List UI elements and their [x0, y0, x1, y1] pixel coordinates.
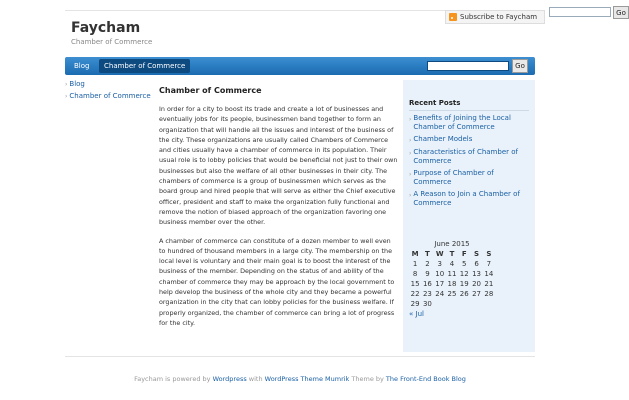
page [65, 0, 626, 400]
calendar-day: 11 [447, 270, 457, 278]
subscribe-label: Subscribe to Faycham [460, 13, 538, 21]
calendar-day: 28 [484, 290, 494, 298]
calendar-day: 16 [422, 280, 432, 288]
calendar-day: 25 [447, 290, 457, 298]
calendar-day-header: F [461, 250, 467, 258]
footer-text: with [246, 375, 265, 383]
bullet-arrow-icon: › [409, 192, 412, 199]
calendar-caption: June 2015 [434, 240, 470, 248]
footer-text: Theme by [349, 375, 386, 383]
left-sidebar [65, 80, 155, 104]
calendar-day-header: W [435, 250, 444, 258]
recent-posts-title: Recent Posts [409, 99, 461, 107]
content-paragraph: In order for a city to boost its trade and create a lot of businesses and eventually jobs for its people, businessmen band together to form an organization that will handle all the issues and interest of the business of the city. These organizations are usually called Chambers of Commerce and cities usually have a chamber of commerce in its population. Their usual role is to lobby policies that would be beneficial not just to their own businesses but also the welfare of all other businesses in their city. The chambers of commerce is a group of businessmen which serves as the board group and hired people that will serve as either the Chief executive officer, president and staff to make the organization fully functional and remove the notion of biased approach of the organization favoring one business member over the other. [159, 105, 398, 227]
calendar-day: 13 [472, 270, 481, 278]
main-content [159, 86, 399, 336]
calendar-day: 1 [412, 260, 418, 268]
calendar-day-header: T [425, 250, 430, 258]
left-sidebar-item-blog[interactable] [65, 80, 155, 88]
content-paragraph: A chamber of commerce can constitute of a dozen member to well even to hundred of thousand members in a large city. The membership on the local level is voluntary and their main goal is to boost the interest of the business of the member. Depending on the status of and ability of the chamber of commerce they may be approach by the local government to help develop the business of the whole city and they became a powerful organization in the city that can lobby policies for the business welfare. If properly organized, the chamber of commerce can bring a lot of progress for the city. [159, 236, 395, 327]
recent-post-link[interactable] [409, 148, 531, 166]
rss-icon [449, 13, 457, 21]
calendar-day [470, 299, 482, 309]
nav-bar [65, 57, 535, 75]
nav-item-chamber-of-commerce[interactable]: Chamber of Commerce [99, 59, 190, 73]
calendar-day: 6 [474, 260, 479, 268]
calendar-week-row [409, 259, 495, 269]
footer-theme-link[interactable]: WordPress Theme Mumrik [264, 375, 350, 383]
site-description: Chamber of Commerce [71, 38, 153, 46]
calendar-day: 20 [472, 280, 481, 288]
recent-posts-divider [409, 110, 529, 111]
bullet-arrow-icon: › [65, 92, 68, 100]
nav-search-button[interactable]: Go [512, 59, 528, 73]
left-sidebar-item-label: Blog [69, 80, 85, 88]
footer [65, 375, 535, 383]
calendar-day: 23 [422, 290, 432, 298]
calendar [409, 240, 495, 318]
calendar-day: 26 [459, 290, 469, 298]
calendar-day: 4 [449, 260, 455, 268]
recent-post-link[interactable] [409, 114, 531, 132]
calendar-day: 7 [486, 260, 492, 268]
bullet-arrow-icon: › [65, 80, 68, 88]
recent-post-label: Purpose of Chamber of Commerce [413, 169, 494, 186]
site-title[interactable]: Faycham [71, 20, 141, 36]
header-search-button[interactable]: Go [613, 6, 629, 19]
recent-post-label: Benefits of Joining the Local Chamber of Commerce [413, 114, 511, 131]
calendar-day: 17 [435, 280, 445, 288]
calendar-prev-link[interactable]: « Jul [409, 310, 424, 318]
subscribe-link[interactable] [445, 10, 545, 24]
bullet-arrow-icon: › [409, 150, 412, 157]
recent-post-link[interactable] [409, 190, 531, 208]
calendar-day: 10 [435, 270, 445, 278]
footer-author-link[interactable]: The Front-End Book Blog [385, 375, 466, 383]
calendar-header-row [409, 249, 495, 259]
nav-search-input[interactable] [427, 61, 509, 71]
calendar-day: 30 [422, 300, 432, 308]
bullet-arrow-icon: › [409, 116, 412, 123]
calendar-week-row [409, 279, 495, 289]
recent-posts-list [409, 114, 531, 211]
calendar-day: 29 [410, 300, 420, 308]
recent-post-link[interactable] [409, 169, 531, 187]
header-search-input[interactable] [549, 7, 611, 17]
calendar-day: 2 [425, 260, 430, 268]
calendar-day-header: T [449, 250, 455, 258]
footer-wordpress-link[interactable]: Wordpress [212, 375, 247, 383]
footer-text: is powered by [163, 375, 213, 383]
calendar-week-row [409, 269, 495, 279]
calendar-day: 27 [472, 290, 481, 298]
left-sidebar-item-chamber[interactable] [65, 92, 155, 100]
calendar-day: 19 [459, 280, 469, 288]
calendar-day: 21 [484, 280, 494, 288]
bullet-arrow-icon: › [409, 137, 412, 144]
nav-item-blog[interactable]: Blog [74, 62, 90, 70]
recent-post-label: Chamber Models [413, 135, 473, 143]
calendar-day: 15 [410, 280, 420, 288]
left-sidebar-item-label: Chamber of Commerce [69, 92, 151, 100]
calendar-day [458, 299, 470, 309]
calendar-day: 18 [447, 280, 457, 288]
calendar-day: 24 [435, 290, 445, 298]
recent-post-link[interactable] [409, 135, 531, 145]
footer-site-name: Faycham [134, 375, 164, 383]
calendar-week-row [409, 289, 495, 299]
calendar-day: 22 [410, 290, 420, 298]
calendar-day-header: M [411, 250, 419, 258]
recent-post-label: Characteristics of Chamber of Commerce [413, 148, 518, 165]
right-sidebar [403, 80, 535, 352]
calendar-day: 3 [437, 260, 442, 268]
calendar-day: 12 [459, 270, 469, 278]
calendar-week-row [409, 299, 495, 309]
calendar-day: 9 [425, 270, 430, 278]
calendar-table [409, 249, 495, 309]
calendar-day: 8 [412, 270, 418, 278]
calendar-day-header: S [474, 250, 480, 258]
calendar-day: 5 [462, 260, 467, 268]
calendar-day-header: S [486, 250, 492, 258]
footer-divider [65, 356, 535, 357]
calendar-day [446, 299, 458, 309]
calendar-day [483, 299, 495, 309]
bullet-arrow-icon: › [409, 171, 412, 178]
page-title: Chamber of Commerce [159, 86, 262, 95]
calendar-day [434, 299, 446, 309]
calendar-day: 14 [484, 270, 494, 278]
recent-post-label: A Reason to Join a Chamber of Commerce [413, 190, 520, 207]
